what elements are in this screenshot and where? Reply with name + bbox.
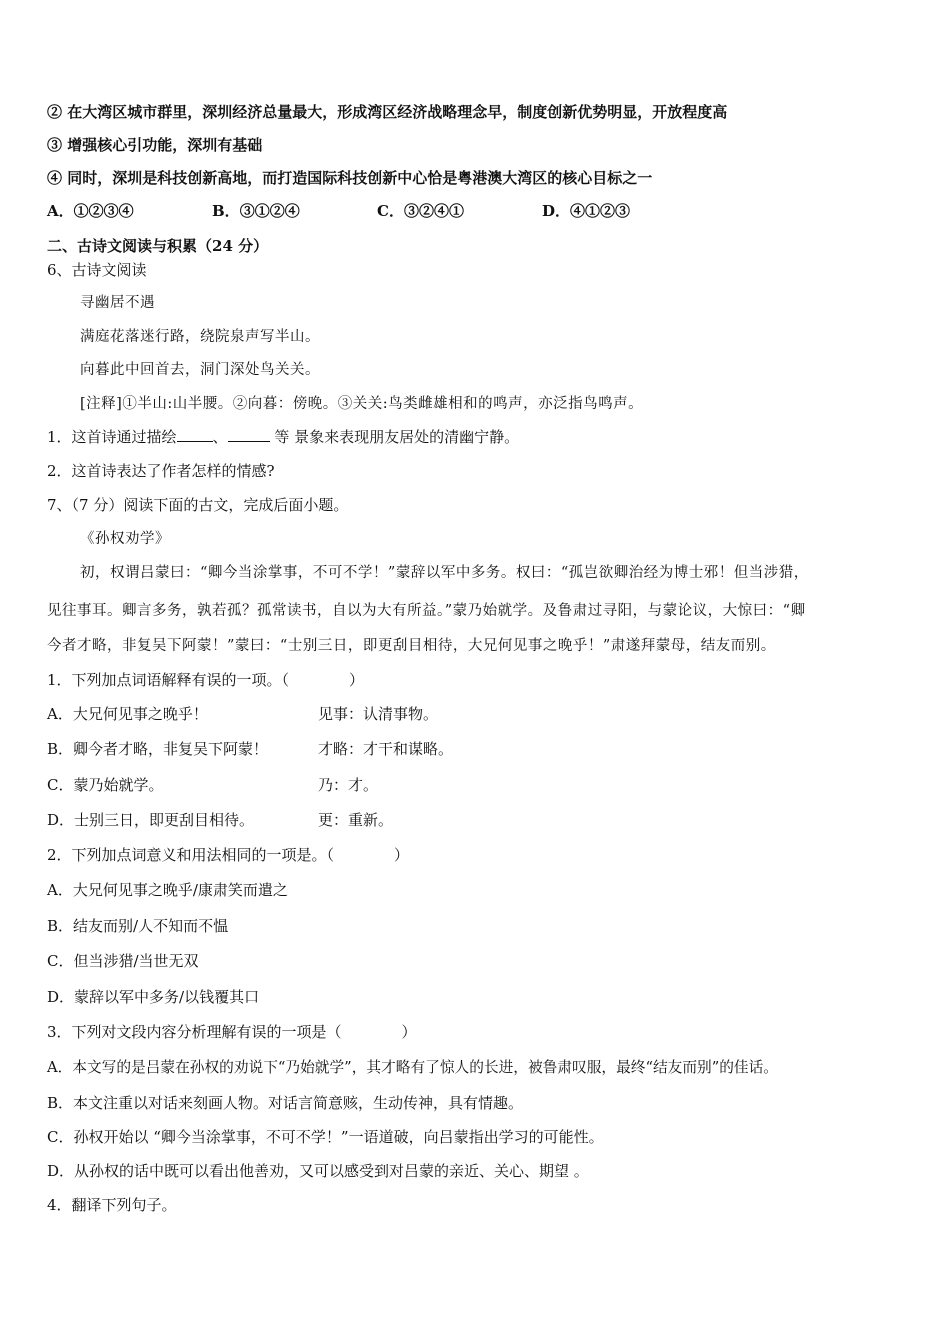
q7-sub1-option-c: C．蒙乃始就学。 乃：才。 [47,776,379,794]
q7-sub3-option-c: C．孙权开始以 “卿今当涂掌事，不可不学！”一语道破，向吕蒙指出学习的可能性。 [47,1128,604,1146]
q6-sub1-sep: 、 [212,428,228,446]
q5-statement-3: ③ 增强核心引功能，深圳有基础 [47,136,263,154]
q6-stem: 6、古诗文阅读 [47,261,147,279]
passage-line-3: 今者才略，非复吴下阿蒙！”蒙曰：“士别三日，即更刮目相待，大兄何见事之晚乎！”肃遂拜蒙母，结友而别。 [47,638,776,654]
poem-notes: [注释]①半山:山半腰。②向暮：傍晚。③关关:鸟类雌雄相和的鸣声，亦泛指鸟鸣声。 [80,396,644,412]
q5-option-d: D．④①②③ [542,202,631,220]
q5-statement-2: ② 在大湾区城市群里，深圳经济总量最大，形成湾区经济战略理念早，制度创新优势明显，开放程度高 [47,103,728,121]
q7-sub3-option-d: D．从孙权的话中既可以看出他善劝，又可以感受到对吕蒙的亲近、关心、期望 。 [47,1162,589,1180]
q7-stem: 7、（7 分）阅读下面的古文，完成后面小题。 [47,496,349,514]
q6-sub1 [47,427,519,447]
q7-sub1-option-b: B．卿今者才略，非复吴下阿蒙！ 才略：才干和谋略。 [47,740,454,758]
section-heading: 二、古诗文阅读与积累（24 分） [47,237,269,255]
q5-statement-4: ④ 同时，深圳是科技创新高地，而打造国际科技创新中心恰是粤港澳大湾区的核心目标之一 [47,169,653,187]
q7-sub3-option-b: B．本文注重以对话来刻画人物。对话言简意赅，生动传神，具有情趣。 [47,1094,524,1112]
q5-option-a: A．①②③④ [47,202,134,220]
q7-sub2-option-c: C．但当涉猎/当世无双 [47,952,199,970]
q7-sub2-option-d: D．蒙辞以军中多务/以钱覆其口 [47,988,260,1006]
q7-sub4-stem: 4．翻译下列句子。 [47,1196,177,1214]
q7-sub3-option-a: A．本文写的是吕蒙在孙权的劝说下“乃始就学”，其才略有了惊人的长进，被鲁肃叹服，最终“结友而别”的佳话。 [47,1059,778,1076]
passage-title: 《孙权劝学》 [80,531,170,547]
passage-line-1: 初，权谓吕蒙曰：“卿今当涂掌事，不可不学！”蒙辞以军中多务。权曰：“孤岂欲卿治经为博士邪！但当涉猎， [80,565,809,581]
q6-sub1-tail: 等 景象来表现朋友居处的清幽宁静。 [274,428,520,446]
poem-title: 寻幽居不遇 [80,295,155,311]
poem-line-1: 满庭花落迷行路，绕院泉声写半山。 [80,329,320,345]
q6-sub2: 2．这首诗表达了作者怎样的情感? [47,462,275,480]
q7-sub3-stem: 3．下列对文段内容分析理解有误的一项是（ ） [47,1023,417,1041]
q7-sub1-option-a: A．大兄何见事之晚乎！ 见事：认清事物。 [47,705,439,723]
q7-sub1-stem: 1．下列加点词语解释有误的一项。（ ） [47,671,365,689]
q5-option-c: C．③②④① [377,202,464,220]
q6-sub1-lead: 1．这首诗通过描绘 [47,428,177,446]
answer-blank-1[interactable] [177,427,213,442]
q7-sub1-option-d: D．士别三日，即更刮目相待。 更：重新。 [47,811,394,829]
q7-sub2-stem: 2．下列加点词意义和用法相同的一项是。（ ） [47,846,410,864]
answer-blank-2[interactable] [228,427,270,442]
poem-line-2: 向暮此中回首去，洞门深处鸟关关。 [80,362,320,378]
q5-option-b: B．③①②④ [212,202,300,220]
q7-sub2-option-a: A．大兄何见事之晚乎/康肃笑而遣之 [47,881,288,899]
passage-line-2: 见往事耳。卿言多务，孰若孤？孤常读书，自以为大有所益。”蒙乃始就学。及鲁肃过寻阳，与蒙论议，大惊曰：“卿 [47,603,806,619]
q7-sub2-option-b: B．结友而别/人不知而不愠 [47,917,229,935]
